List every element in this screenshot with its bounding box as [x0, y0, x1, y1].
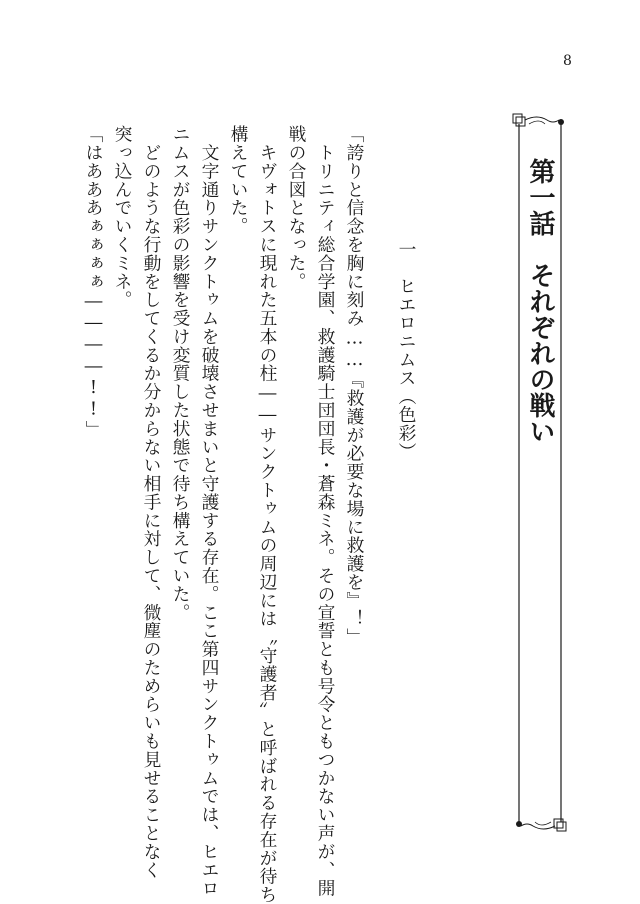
page-number: 8	[563, 53, 572, 69]
body-line: トリニティ総合学園、救護騎士団団長・蒼森ミネ。その宣誓とも号令ともつかない声が、開	[315, 125, 336, 898]
body-text	[70, 125, 370, 904]
body-line: 戦の合図となった。	[286, 125, 307, 291]
body-line: 「誇りと信念を胸に刻み……『救護が必要な場に救護を』！」	[344, 125, 365, 647]
section-heading: 一 ヒエロニムス（色彩）	[396, 240, 417, 461]
body-line: 構えていた。	[228, 125, 249, 236]
body-line: 文字通りサンクトゥムを破壊させまいと守護する存在。ここ第四サンクトゥムでは、ヒエロ	[199, 125, 220, 898]
body-line: ニムスが色彩の影響を受け変質した状態で待ち構えていた。	[170, 125, 191, 622]
body-line: キヴォトスに現れた五本の柱――サンクトゥムの周辺には〝守護者〟と呼ばれる存在が待ち	[257, 125, 278, 904]
body-line: 「はあああぁぁぁぁ――――!!」	[83, 125, 104, 439]
chapter-title: 第一話 それぞれの戦い	[525, 158, 555, 444]
body-line: 突っ込んでいくミネ。	[112, 125, 133, 309]
body-line: どのような行動をしてくるか分からない相手に対して、微塵のためらいも見せることなく	[141, 125, 162, 879]
